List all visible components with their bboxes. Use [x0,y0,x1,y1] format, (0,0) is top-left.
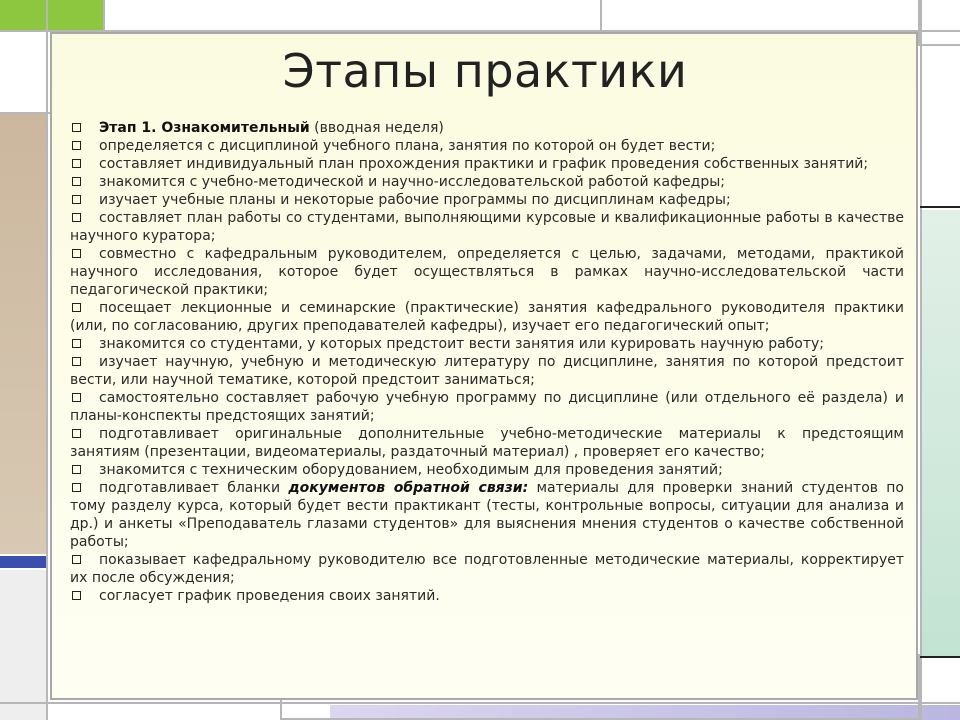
page-title: Этапы практики [282,44,688,98]
list-item [70,191,904,209]
list-item-text: согласует график проведения своих занятий. [99,588,440,604]
list-item [70,173,904,191]
square-bullet-icon [72,141,81,150]
list-item [70,209,904,245]
list-item [70,335,904,353]
list-item-text: знакомится со студентами, у которых предстоит вести занятия или курировать научную работу; [99,336,825,352]
list-item [70,425,904,461]
green-accent-block [0,0,103,30]
square-bullet-icon [72,303,81,312]
list-item-text: подготавливает бланки [99,480,289,496]
list-item-text: подготавливает оригинальные дополнительные учебно-методические материалы к предстоящим занятиям (презентации, видеоматериалы, раздаточный материал) , проверяет его качество; [70,426,904,460]
square-bullet-icon [72,249,81,258]
list-item-text: составляет индивидуальный план прохождения практики и график проведения собственных занятий; [99,156,869,172]
square-bullet-icon [72,357,81,366]
list-item [70,353,904,389]
square-bullet-icon [72,483,81,492]
list-item-text: знакомится с техническим оборудованием, необходимым для проведения занятий; [99,462,723,478]
list-item [70,551,904,587]
list-item [70,479,904,551]
list-item [70,299,904,335]
list-item-emphasis: документов обратной связи: [288,480,529,496]
mint-accent-block [920,210,960,658]
top-right-corner-box [920,30,960,46]
list-item [70,461,904,479]
stage-list [70,119,904,605]
list-item-bold: Этап 1. Ознакомительный [99,120,310,136]
list-item-text: совместно с кафедральным руководителем, определяется с целью, задачами, методами, практикой научного исследования, которое будет осуществляться в рамках научно-исследовательской части педагогической практики; [70,246,904,298]
list-item [70,587,904,605]
list-item-text: самостоятельно составляет рабочую учебную программу по дисциплине (или отдельного её раздела) и планы-конспекты предстоящих занятий; [70,390,904,424]
square-bullet-icon [72,339,81,348]
list-item-text: изучает учебные планы и некоторые рабочие программы по дисциплинам кафедры; [99,192,731,208]
square-bullet-icon [72,213,81,222]
list-item [70,137,904,155]
square-bullet-icon [72,195,81,204]
list-item-text: показывает кафедральному руководителю все подготовленные методические материалы, корректирует их после обсуждения; [70,552,904,586]
frame-line-left [46,0,48,720]
square-bullet-icon [72,465,81,474]
square-bullet-icon [72,429,81,438]
list-item-text: составляет план работы со студентами, выполняющими курсовые и квалификационные работы в качестве научного куратора; [70,210,904,244]
list-item-text: материалы для проверки знаний студентов по тому разделу курса, который будет вести практикант (тесты, контрольные вопросы, ситуации для анализа и др.) и анкеты «Преподаватель глазами студентов» для выяснения мнения студентов о качестве собственной работы; [70,480,904,550]
frame-line-left-mid [0,112,50,114]
square-bullet-icon [72,123,81,132]
list-item-text: (вводная неделя) [309,120,444,136]
list-item [70,389,904,425]
gray-left-block [0,570,48,720]
list-item [70,155,904,173]
list-item [70,119,904,137]
right-black-line [920,206,960,208]
blue-accent-bar [0,556,48,568]
list-item-text: определяется с дисциплиной учебного плана, занятия по которой он будет вести; [99,138,716,154]
list-item-text: посещает лекционные и семинарские (практические) занятия кафедрального руководителя практики (или, по согласованию, других преподавателей кафедры), изучает его педагогический опыт; [70,300,904,334]
square-bullet-icon [72,591,81,600]
square-bullet-icon [72,393,81,402]
square-bullet-icon [72,159,81,168]
list-item-text: знакомится с учебно-методической и научно-исследовательской работой кафедры; [99,174,725,190]
tan-accent-bar [0,114,48,554]
frame-line-right [920,0,922,720]
list-item [70,245,904,299]
right-black-line-lower [920,656,960,658]
list-item-text: изучает научную, учебную и методическую литературу по дисциплине, занятия по которой предстоит вести, или научной тематике, которой предстоит заниматься; [70,354,904,388]
square-bullet-icon [72,555,81,564]
square-bullet-icon [72,177,81,186]
